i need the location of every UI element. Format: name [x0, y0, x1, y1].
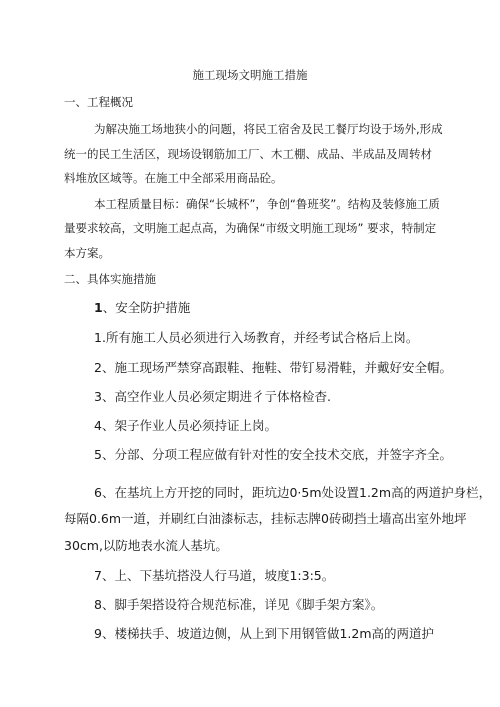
list-item-line: 30cm,以防地表水流人基坑。	[64, 538, 228, 553]
list-item-line: 每隔0.6m一道，并刷红白油漆标志，挂标志牌0砖砌挡土墙高出室外地坪	[64, 511, 467, 526]
paragraph-line: 本工程质量目标：确保“长城杯”，争创“鲁班奖”。结构及装修施工质	[94, 197, 440, 211]
list-item-line: 6、在基坑上方开挖的同时，距坑边0·5m处设置1.2m高的两道护身栏，	[94, 485, 492, 500]
list-item: 4、架子作业人员必须持证上岗。	[94, 418, 277, 433]
list-item: 8、脚手架搭设符合规范标准，详见《脚手架方案》。	[94, 597, 384, 612]
subsection-label: 、安全防护措施	[102, 300, 191, 315]
list-item: 1.所有施工人员必须进行入场教育，并经考试合格后上岗。	[94, 330, 419, 345]
paragraph-line: 本方案。	[64, 246, 110, 260]
section-heading-overview: 一、工程概况	[64, 95, 133, 109]
paragraph-line: 料堆放区域等。在施工中全部采用商品砼。	[64, 171, 283, 185]
paragraph-line: 为解决施工场地狭小的问题，将民工宿舍及民工餐厅均设于场外,形成	[94, 122, 443, 136]
subsection-heading-safety	[94, 301, 190, 315]
paragraph-line: 量要求较高，文明施工起点高，为确保“市级文明施工现场” 要求，特制定	[64, 221, 437, 235]
list-item: 2、施工现场严禁穿高跟鞋、拖鞋、带钉易滑鞋，并戴好安全帽。	[94, 360, 452, 375]
list-item: 5、分部、分项工程应做有针对性的安全技术交底，并签字齐全。	[94, 447, 452, 462]
section-heading-measures: 二、具体实施措施	[64, 272, 156, 286]
list-item: 3、高空作业人员必须定期进彳亍体格检杳.	[94, 389, 331, 404]
paragraph-line: 统一的民工生活区，现场设钢筋加工厂、木工棚、成品、半成品及周转材	[64, 147, 432, 161]
document-title: 施工现场文明施工措施	[192, 68, 308, 82]
subsection-number: 1	[94, 300, 103, 315]
list-item: 9、楼梯扶手、坡道边侧，从上到下用钢管做1.2m高的两道护	[94, 626, 435, 641]
list-item: 7、上、下基坑搭没人行马道，坡度1:3:5。	[94, 568, 335, 583]
